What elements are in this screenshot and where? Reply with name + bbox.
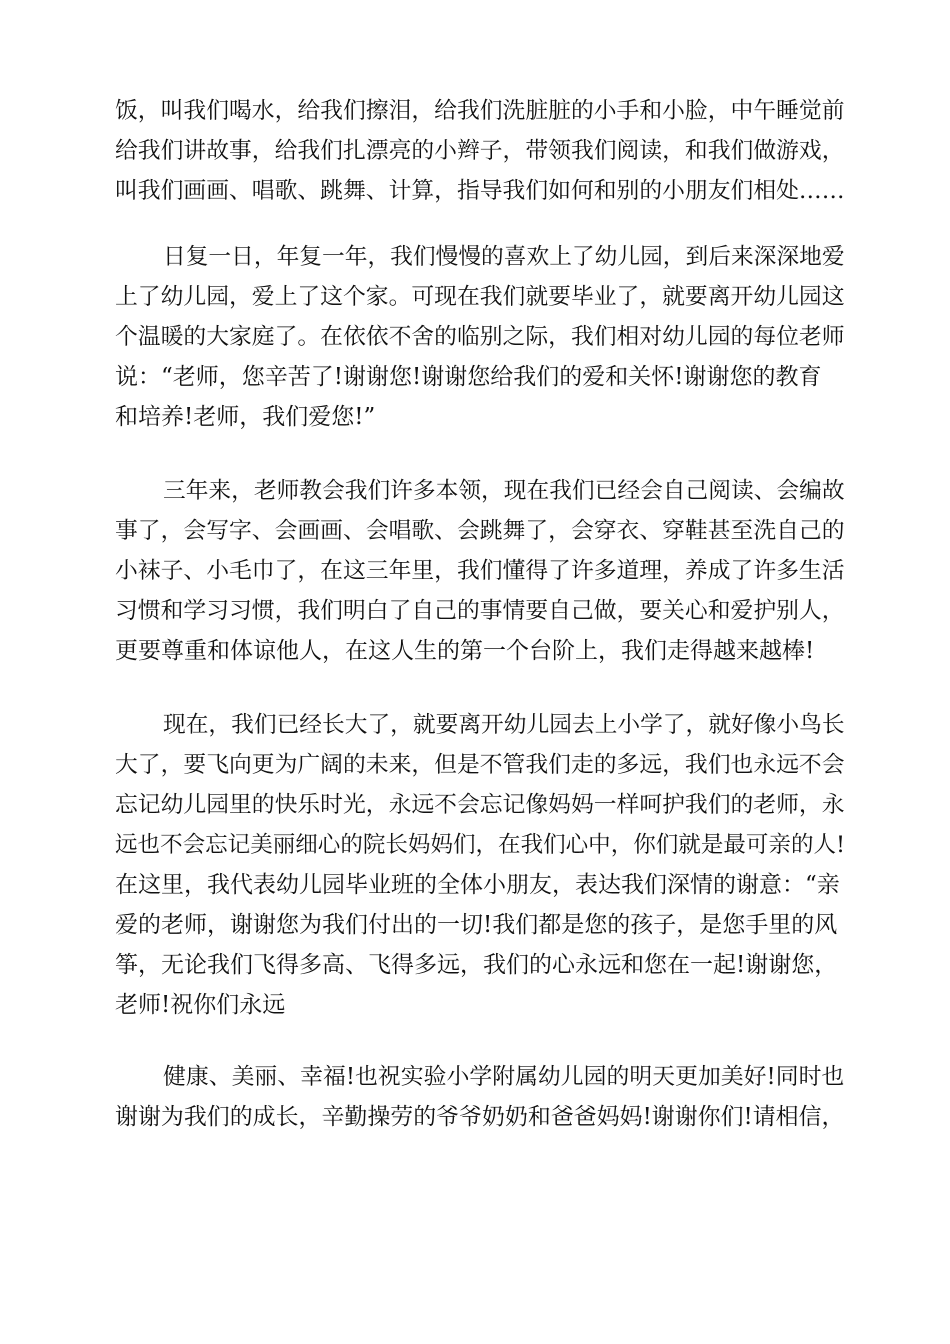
text-line: 个温暖的大家庭了。在依依不舍的临别之际，我们相对幼儿园的每位老师 (115, 324, 845, 350)
text-line: 事了，会写字、会画画、会唱歌、会跳舞了，会穿衣、穿鞋甚至洗自己的 (115, 518, 845, 544)
text-line: 现在，我们已经长大了，就要离开幼儿园去上小学了，就好像小鸟长 (163, 712, 845, 738)
text-line: 给我们讲故事，给我们扎漂亮的小辫子，带领我们阅读，和我们做游戏， (115, 138, 845, 164)
paragraph-4 (115, 705, 845, 1025)
paragraph-5 (115, 1057, 845, 1137)
text-line: 筝，无论我们飞得多高、飞得多远，我们的心永远和您在一起!谢谢您， (115, 952, 838, 978)
text-line: 饭，叫我们喝水，给我们擦泪，给我们洗脏脏的小手和小脸，中午睡觉前 (115, 98, 845, 124)
text-line: 三年来，老师教会我们许多本领，现在我们已经会自己阅读、会编故 (163, 478, 845, 504)
text-line: 日复一日，年复一年，我们慢慢的喜欢上了幼儿园，到后来深深地爱 (163, 244, 845, 270)
paragraph-1 (115, 91, 845, 211)
text-line: 健康、美丽、幸福!也祝实验小学附属幼儿园的明天更加美好!同时也 (163, 1064, 845, 1090)
text-line: 上了幼儿园，爱上了这个家。可现在我们就要毕业了，就要离开幼儿园这 (115, 284, 845, 310)
text-line: 习惯和学习习惯，我们明白了自己的事情要自己做，要关心和爱护别人， (115, 598, 845, 624)
text-line: 和培养!老师，我们爱您!” (115, 404, 376, 430)
text-line: 小袜子、小毛巾了，在这三年里，我们懂得了许多道理，养成了许多生活 (115, 558, 845, 584)
text-line: 说：“老师，您辛苦了!谢谢您!谢谢您给我们的爱和关怀!谢谢您的教育 (115, 364, 822, 390)
text-line: 在这里，我代表幼儿园毕业班的全体小朋友，表达我们深情的谢意：“亲 (115, 872, 840, 898)
text-line: 爱的老师，谢谢您为我们付出的一切!我们都是您的孩子，是您手里的风 (115, 912, 838, 938)
text-line: 忘记幼儿园里的快乐时光，永远不会忘记像妈妈一样呵护我们的老师，永 (115, 792, 845, 818)
text-line: 谢谢为我们的成长，辛勤操劳的爷爷奶奶和爸爸妈妈!谢谢你们!请相信， (115, 1104, 845, 1130)
text-line: 老师!祝你们永远 (115, 992, 286, 1018)
paragraph-3 (115, 471, 845, 671)
text-line: 大了，要飞向更为广阔的未来，但是不管我们走的多远，我们也永远不会 (115, 752, 845, 778)
text-line: 更要尊重和体谅他人，在这人生的第一个台阶上，我们走得越来越棒! (115, 638, 815, 664)
paragraph-2 (115, 237, 845, 437)
text-line: 远也不会忘记美丽细心的院长妈妈们，在我们心中，你们就是最可亲的人! (115, 832, 846, 858)
text-line: 叫我们画画、唱歌、跳舞、计算，指导我们如何和别的小朋友们相处…… (115, 178, 845, 204)
